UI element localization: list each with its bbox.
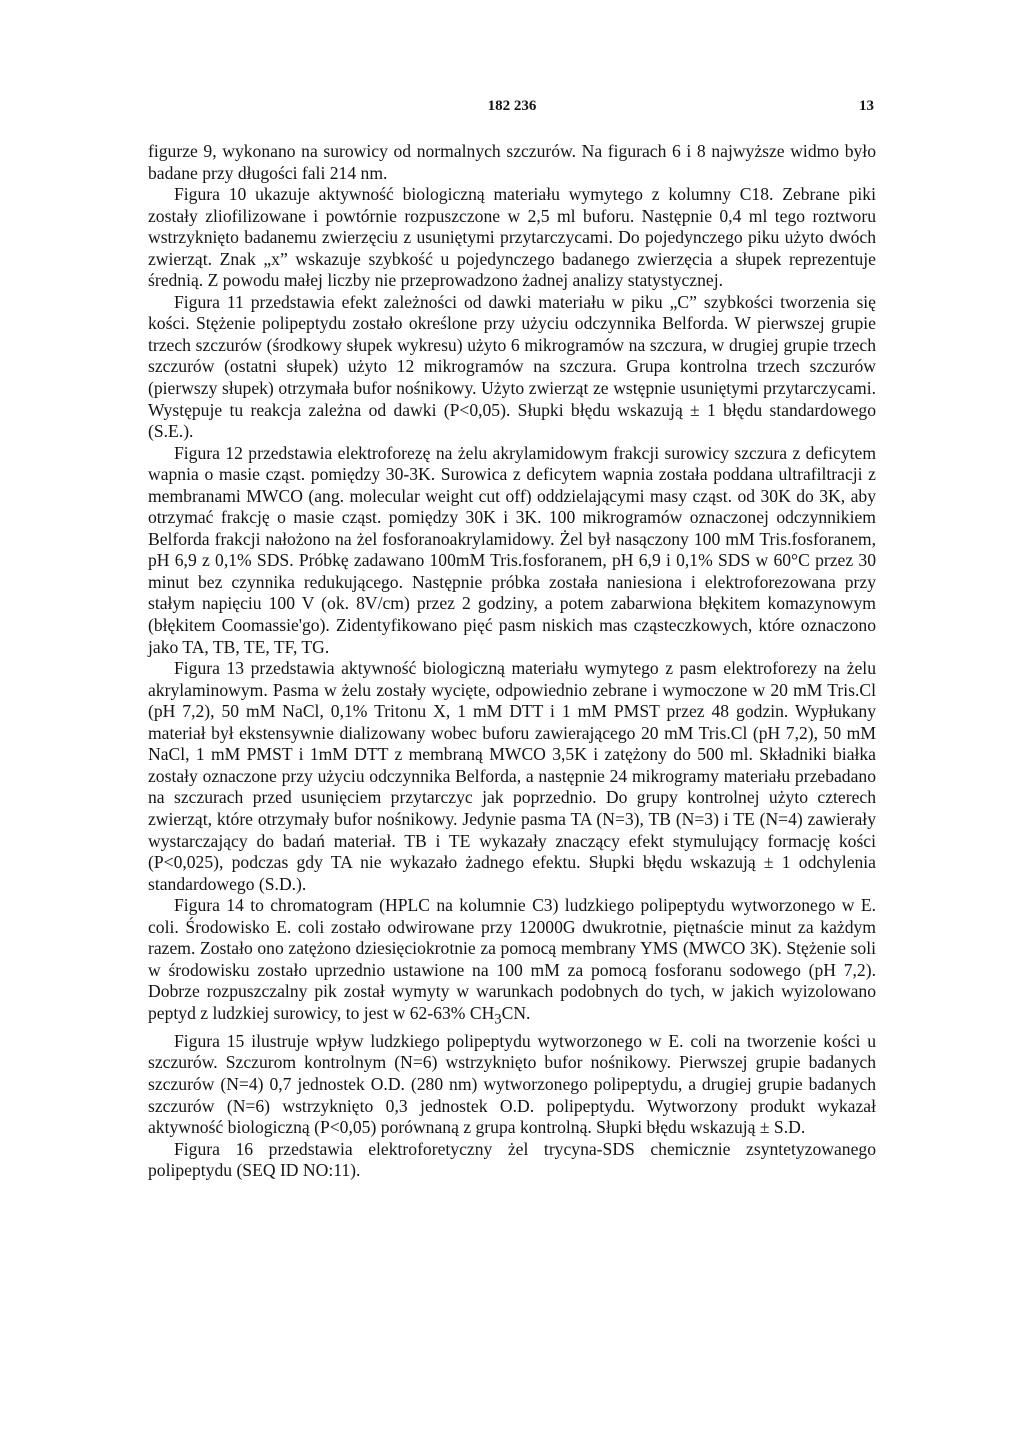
paragraph-figura-14 <box>148 895 876 1031</box>
page-header <box>148 98 876 120</box>
paragraph-figura-12: Figura 12 przedstawia elektroforezę na żelu akrylamidowym frakcji surowicy szczura z deficytem wapnia o masie cząst. pomiędzy 30-3K. Surowica z deficytem wapnia została poddana ultrafiltracji z membranami MWCO (ang. molecular weight cut off) oddzielającymi masy cząst. od 30K do 3K, aby otrzymać frakcję o masie cząst. pomiędzy 30K i 3K. 100 mikrogramów oznaczonej odczynnikiem Belforda frakcji nałożono na żel fosforanoakrylamidowy. Żel był nasączony 100 mM Tris.fosforanem, pH 6,9 z 0,1% SDS. Próbkę zadawano 100mM Tris.fosforanem, pH 6,9 i 0,1% SDS w 60°C przez 30 minut bez czynnika redukującego. Następnie próbka została naniesiona i elektroforezowana przy stałym napięciu 100 V (ok. 8V/cm) przez 2 godziny, a potem zabarwiona błękitem komazynowym (błękitem Coomassie'go). Zidentyfikowano pięć pasm niskich mas cząsteczkowych, które oznaczono jako TA, TB, TE, TF, TG. <box>148 442 876 657</box>
paragraph-figura-14-text: Figura 14 to chromatogram (HPLC na kolumnie C3) ludzkiego polipeptydu wytworzonego w E. coli. Środowisko E. coli zostało odwirowane przy 12000G dwukrotnie, piętnaście minut za każdym razem. Zostało ono zatężono dziesięciokrotnie za pomocą membrany YMS (MWCO 3K). Stężenie soli w środowisku zostało uprzednio ustawione na 100 mM za pomocą fosforanu sodowego (pH 7,2). Dobrze rozpuszczalny pik został wymyty w warunkach podobnych do tych, w jakich wyizolowano peptyd z ludzkiej surowicy, to jest w 62-63% CH <box>148 895 876 1023</box>
paragraph-figura-16: Figura 16 przedstawia elektroforetyczny żel trycyna-SDS chemicznie zsyntetyzowanego polipeptydu (SEQ ID NO:11). <box>148 1138 876 1181</box>
body-text <box>148 141 876 1182</box>
subscript-3: 3 <box>494 1011 502 1028</box>
page-number: 13 <box>859 98 874 114</box>
paragraph-figura-15: Figura 15 ilustruje wpływ ludzkiego polipeptydu wytworzonego w E. coli na tworzenie kości u szczurów. Szczurom kontrolnym (N=6) wstrzyknięto bufor nośnikowy. Pierwszej grupie badanych szczurów (N=4) 0,7 jednostek O.D. (280 nm) wytworzonego polipeptydu, a drugiej grupie badanych szczurów (N=6) wstrzyknięto 0,3 jednostek O.D. polipeptydu. Wytworzony produkt wykazał aktywność biologiczną (P<0,05) porównaną z grupa kontrolną. Słupki błędu wskazują ± S.D. <box>148 1030 876 1138</box>
paragraph-figura-13: Figura 13 przedstawia aktywność biologiczną materiału wymytego z pasm elektroforezy na żelu akrylaminowym. Pasma w żelu zostały wycięte, odpowiednio zebrane i wymoczone w 20 mM Tris.Cl (pH 7,2), 50 mM NaCl, 0,1% Tritonu X, 1 mM DTT i 1 mM PMST przez 48 godzin. Wypłukany materiał był ekstensywnie dializowany wobec buforu zawierającego 20 mM Tris.Cl (pH 7,2), 50 mM NaCl, 1 mM PMST i 1mM DTT z membraną MWCO 3,5K i zatężony do 500 ml. Składniki białka zostały oznaczone przy użyciu odczynnika Belforda, a następnie 24 mikrogramy materiału przebadano na szczurach przed usunięciem przytarczyc jak poprzednio. Do grupy kontrolnej użyto czterech zwierząt, które otrzymały bufor nośnikowy. Jedynie pasma TA (N=3), TB (N=3) i TE (N=4) zawierały wystarczający do badań materiał. TB i TE wykazały znaczący efekt stymulujący formację kości (P<0,025), podczas gdy TA nie wykazało żadnego efektu. Słupki błędu wskazują ± 1 odchylenia standardowego (S.D.). <box>148 658 876 894</box>
patent-number: 182 236 <box>487 98 537 114</box>
paragraph-fig9-continued: figurze 9, wykonano na surowicy od normalnych szczurów. Na figurach 6 i 8 najwyższe widmo było badane przy długości fali 214 nm. <box>148 141 876 183</box>
paragraph-figura-10: Figura 10 ukazuje aktywność biologiczną materiału wymytego z kolumny C18. Zebrane piki zostały zliofilizowane i powtórnie rozpuszczone w 2,5 ml buforu. Następnie 0,4 ml tego roztworu wstrzyknięto badanemu zwierzęciu z usuniętymi przytarczycami. Do pojedynczego piku użyto dwóch zwierząt. Znak „x” wskazuje szybkość u pojedynczego badanego zwierzęcia a słupek reprezentuje średnią. Z powodu małej liczby nie przeprowadzono żadnej analizy statystycznej. <box>148 184 876 291</box>
paragraph-figura-11: Figura 11 przedstawia efekt zależności od dawki materiału w piku „C” szybkości tworzenia się kości. Stężenie polipeptydu zostało określone przy użyciu odczynnika Belforda. W pierwszej grupie trzech szczurów (środkowy słupek wykresu) użyto 6 mikrogramów na szczura, w drugiej grupie trzech szczurów (ostatni słupek) użyto 12 mikrogramów na szczura. Grupa kontrolna trzech szczurów (pierwszy słupek) otrzymała bufor nośnikowy. Użyto zwierząt ze wstępnie usuniętymi przytarczycami. Występuje tu reakcja zależna od dawki (P<0,05). Słupki błędu wskazują ± 1 błędu standardowego (S.E.). <box>148 291 876 442</box>
paragraph-figura-14-end: CN. <box>501 1002 531 1023</box>
